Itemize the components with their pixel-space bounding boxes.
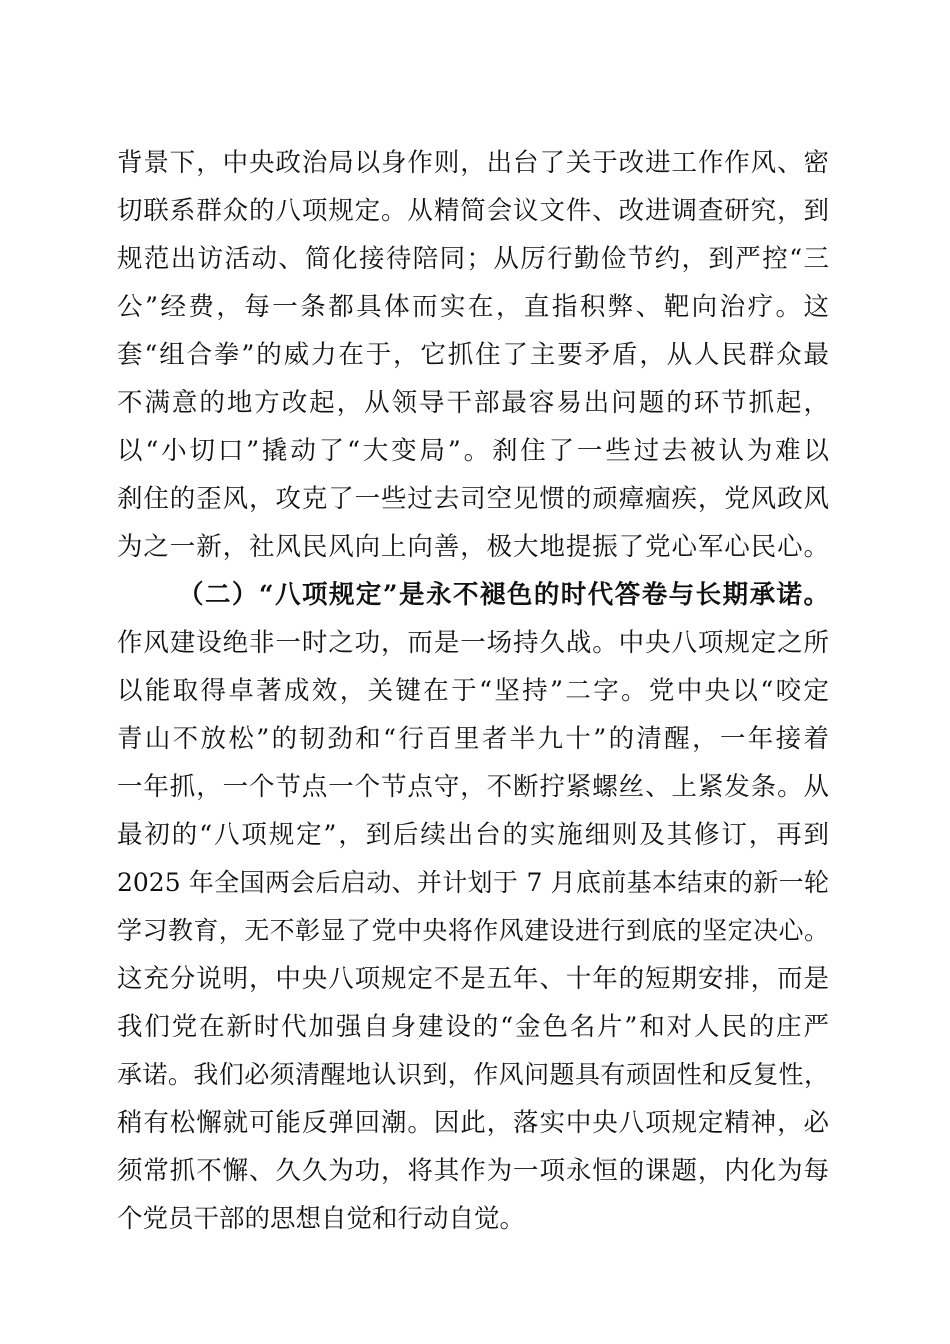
paragraph-line: 青山不放松”的韧劲和“行百里者半九十”的清醒，一年接着 <box>117 724 829 754</box>
paragraph-line: 公”经费，每一条都具体而实在，直指积弊、靶向治疗。这 <box>117 292 829 322</box>
paragraph-line: 不满意的地方改起，从领导干部最容易出问题的环节抓起， <box>117 388 829 418</box>
paragraph-line: 个党员干部的思想自觉和行动自觉。 <box>117 1204 526 1234</box>
paragraph-line: 以能取得卓著成效，关键在于“坚持”二字。党中央以“咬定 <box>117 676 829 706</box>
paragraph-line: 切联系群众的八项规定。从精简会议文件、改进调查研究，到 <box>117 196 829 226</box>
paragraph-line: 一年抓，一个节点一个节点守，不断拧紧螺丝、上紧发条。从 <box>117 772 829 802</box>
section-heading: （二）“八项规定”是永不褪色的时代答卷与长期承诺。 <box>178 580 829 610</box>
paragraph-line: 这充分说明，中央八项规定不是五年、十年的短期安排，而是 <box>117 964 829 994</box>
paragraph-line: 背景下，中央政治局以身作则，出台了关于改进工作作风、密 <box>117 148 829 178</box>
paragraph-line: 刹住的歪风，攻克了一些过去司空见惯的顽瘴痼疾，党风政风 <box>117 484 829 514</box>
paragraph-line: 最初的“八项规定”，到后续出台的实施细则及其修订，再到 <box>117 820 829 850</box>
paragraph-line: 规范出访活动、简化接待陪同；从厉行勤俭节约，到严控“三 <box>117 244 829 274</box>
paragraph-line: 学习教育，无不彰显了党中央将作风建设进行到底的坚定决心。 <box>117 916 829 945</box>
paragraph-line: 为之一新，社风民风向上向善，极大地提振了党心军心民心。 <box>117 532 829 562</box>
paragraph-line: 须常抓不懈、久久为功，将其作为一项永恒的课题，内化为每 <box>117 1156 829 1186</box>
paragraph-line: 2025 年全国两会后启动、并计划于 7 月底前基本结束的新一轮 <box>117 868 829 897</box>
paragraph-line: 以“小切口”撬动了“大变局”。刹住了一些过去被认为难以 <box>117 436 829 466</box>
paragraph-line: 我们党在新时代加强自身建设的“金色名片”和对人民的庄严 <box>117 1012 829 1042</box>
paragraph-line: 承诺。我们必须清醒地认识到，作风问题具有顽固性和反复性， <box>117 1060 829 1089</box>
paragraph-line: 作风建设绝非一时之功，而是一场持久战。中央八项规定之所 <box>117 628 829 658</box>
paragraph-line: 稍有松懈就可能反弹回潮。因此，落实中央八项规定精神，必 <box>117 1108 829 1138</box>
paragraph-line: 套“组合拳”的威力在于，它抓住了主要矛盾，从人民群众最 <box>117 340 829 370</box>
